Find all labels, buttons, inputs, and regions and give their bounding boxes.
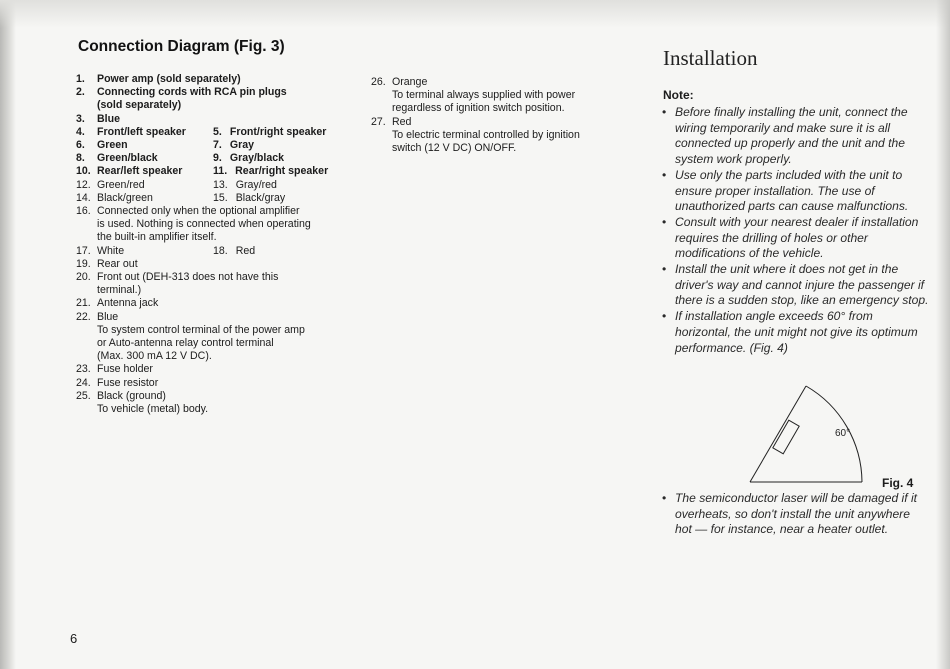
legend-item xyxy=(76,376,357,390)
legend-number: 10. xyxy=(76,165,91,178)
legend-text: Black (ground) xyxy=(97,389,166,402)
legend-subtext: the built-in amplifier itself. xyxy=(97,231,217,244)
legend-number: 8. xyxy=(76,152,85,165)
legend-text: Power amp (sold separately) xyxy=(97,73,241,85)
page-shadow-right xyxy=(936,0,950,669)
legend-text: Front/right speaker xyxy=(229,125,327,138)
legend-number: 20. xyxy=(76,271,91,284)
figure-caption: Fig. 4 xyxy=(882,476,914,490)
legend-item xyxy=(76,73,357,86)
legend-text: Blue xyxy=(97,310,119,323)
legend-second-column xyxy=(213,139,254,152)
page-number: 6 xyxy=(70,631,78,646)
legend-number: 26. xyxy=(371,76,386,88)
legend-subtext: regardless of ignition switch position. xyxy=(392,102,565,115)
legend-item xyxy=(371,76,632,116)
legend-text: Green xyxy=(97,139,128,152)
legend-subtext: To vehicle (metal) body. xyxy=(97,403,209,416)
legend-number: 12. xyxy=(76,178,91,191)
legend-item xyxy=(76,389,357,416)
legend-text: Gray/black xyxy=(229,152,285,165)
legend-text: Connecting cords with RCA pin plugs xyxy=(97,86,287,99)
legend-item xyxy=(76,297,357,310)
legend-number: 24. xyxy=(76,376,91,389)
legend-subtext: or Auto-antenna relay control terminal xyxy=(97,337,274,350)
legend-item xyxy=(76,112,357,126)
legend-second-column xyxy=(213,165,328,178)
legend-text: Rear/right speaker xyxy=(235,165,329,178)
legend-number: 25. xyxy=(76,389,91,402)
legend-item xyxy=(76,178,357,192)
legend-number: 2. xyxy=(76,86,85,99)
legend-item xyxy=(76,165,357,178)
legend-item xyxy=(76,86,357,112)
legend-text: Rear/left speaker xyxy=(97,165,183,178)
note-item: • The semiconductor laser will be damaged if it overheats, so don't install the unit anywhere hot — for instance, near a heater outlet. xyxy=(675,491,925,538)
legend-text: Black/gray xyxy=(235,191,286,204)
legend-number: 6. xyxy=(76,139,85,152)
angle-line xyxy=(750,386,806,482)
legend-item xyxy=(76,125,357,139)
legend-second-column xyxy=(213,192,285,205)
legend-number: 1. xyxy=(76,73,85,85)
legend-text: Blue xyxy=(97,112,120,125)
legend-text: Fuse holder xyxy=(97,363,153,376)
legend-item xyxy=(76,271,357,297)
legend-item xyxy=(76,244,357,258)
legend-text: Green/red xyxy=(97,178,145,191)
legend-number: 3. xyxy=(76,112,85,125)
installation-title: Installation xyxy=(663,46,758,70)
angle-arc xyxy=(806,386,862,482)
legend-subtext: switch (12 V DC) ON/OFF. xyxy=(392,142,517,155)
legend-text: Front/left speaker xyxy=(97,125,186,138)
note-item: • Before finally installing the unit, connect the wiring temporarily and make sure it is all connected up properly and the unit and the system work properly. xyxy=(675,105,930,168)
legend-text: Red xyxy=(235,244,256,257)
legend-item xyxy=(371,115,632,156)
legend-item xyxy=(76,139,357,152)
legend-subtext: terminal.) xyxy=(97,284,142,297)
legend-subtext: To terminal always supplied with power xyxy=(392,89,576,102)
legend-number: 4. xyxy=(76,125,85,138)
page-shadow-top xyxy=(0,0,950,28)
legend-text: Green/black xyxy=(97,152,158,165)
legend-number: 13. xyxy=(213,178,228,191)
legend-number: 14. xyxy=(76,191,91,204)
connection-legend-list-continued xyxy=(371,76,632,155)
legend-number: 19. xyxy=(76,257,91,270)
legend-number: 17. xyxy=(76,244,91,257)
legend-item xyxy=(76,152,357,165)
legend-text: Orange xyxy=(392,76,428,88)
legend-text: Black/green xyxy=(97,191,153,204)
legend-text: Rear out xyxy=(97,257,138,270)
legend-item xyxy=(76,257,357,271)
legend-number: 18. xyxy=(213,244,228,257)
note-label: Note: xyxy=(663,88,694,102)
legend-item xyxy=(76,363,357,376)
legend-number: 21. xyxy=(76,297,91,310)
legend-subtext: To system control terminal of the power amp xyxy=(97,323,305,336)
legend-number: 27. xyxy=(371,115,386,128)
connection-diagram-heading: Connection Diagram (Fig. 3) xyxy=(78,38,285,55)
legend-number: 16. xyxy=(76,205,91,218)
legend-text: Front out (DEH-313 does not have this xyxy=(97,271,279,284)
installation-notes xyxy=(675,105,930,356)
legend-second-column xyxy=(213,152,284,165)
legend-subtext: (Max. 300 mA 12 V DC). xyxy=(97,350,212,363)
legend-number: 15. xyxy=(213,191,228,204)
note-item: • Use only the parts included with the unit to ensure proper installation. The use of unauthorized parts can cause malfunctions. xyxy=(675,168,930,215)
legend-text: Gray xyxy=(229,139,254,152)
legend-item xyxy=(76,310,357,364)
legend-item xyxy=(76,191,357,205)
installation-angle-figure xyxy=(740,382,890,487)
note-item: • If installation angle exceeds 60° from horizontal, the unit might not give its optimum performance. (Fig. 4) xyxy=(675,309,930,356)
legend-number: 7. xyxy=(213,139,222,152)
angle-label: 60° xyxy=(835,428,851,439)
connection-legend-list xyxy=(76,73,357,416)
note-item: • Install the unit where it does not get in the driver's way and cannot injure the passenger if there is a sudden stop, like an emergency stop. xyxy=(675,262,930,309)
legend-number: 5. xyxy=(213,125,222,138)
legend-item xyxy=(76,205,357,245)
legend-second-column xyxy=(213,126,326,139)
legend-number: 23. xyxy=(76,363,91,376)
legend-subtext: is used. Nothing is connected when operating xyxy=(97,218,311,231)
legend-subtext: To electric terminal controlled by ignition xyxy=(392,128,580,141)
legend-text: Red xyxy=(392,115,412,128)
legend-text: Gray/red xyxy=(235,178,277,191)
legend-second-column xyxy=(213,245,255,258)
legend-number: 22. xyxy=(76,310,91,323)
legend-second-column xyxy=(213,179,277,192)
installation-notes-continued xyxy=(675,491,925,538)
note-item: • Consult with your nearest dealer if installation requires the drilling of holes or other modifications of the vehicle. xyxy=(675,215,930,262)
legend-text: Antenna jack xyxy=(97,297,159,310)
page-shadow-left xyxy=(0,0,16,669)
legend-text: Fuse resistor xyxy=(97,376,159,389)
legend-subtext: (sold separately) xyxy=(97,99,182,112)
legend-text: Connected only when the optional amplifier xyxy=(97,205,300,218)
legend-number: 11. xyxy=(213,165,228,178)
legend-number: 9. xyxy=(213,152,222,165)
legend-text: White xyxy=(97,244,125,257)
